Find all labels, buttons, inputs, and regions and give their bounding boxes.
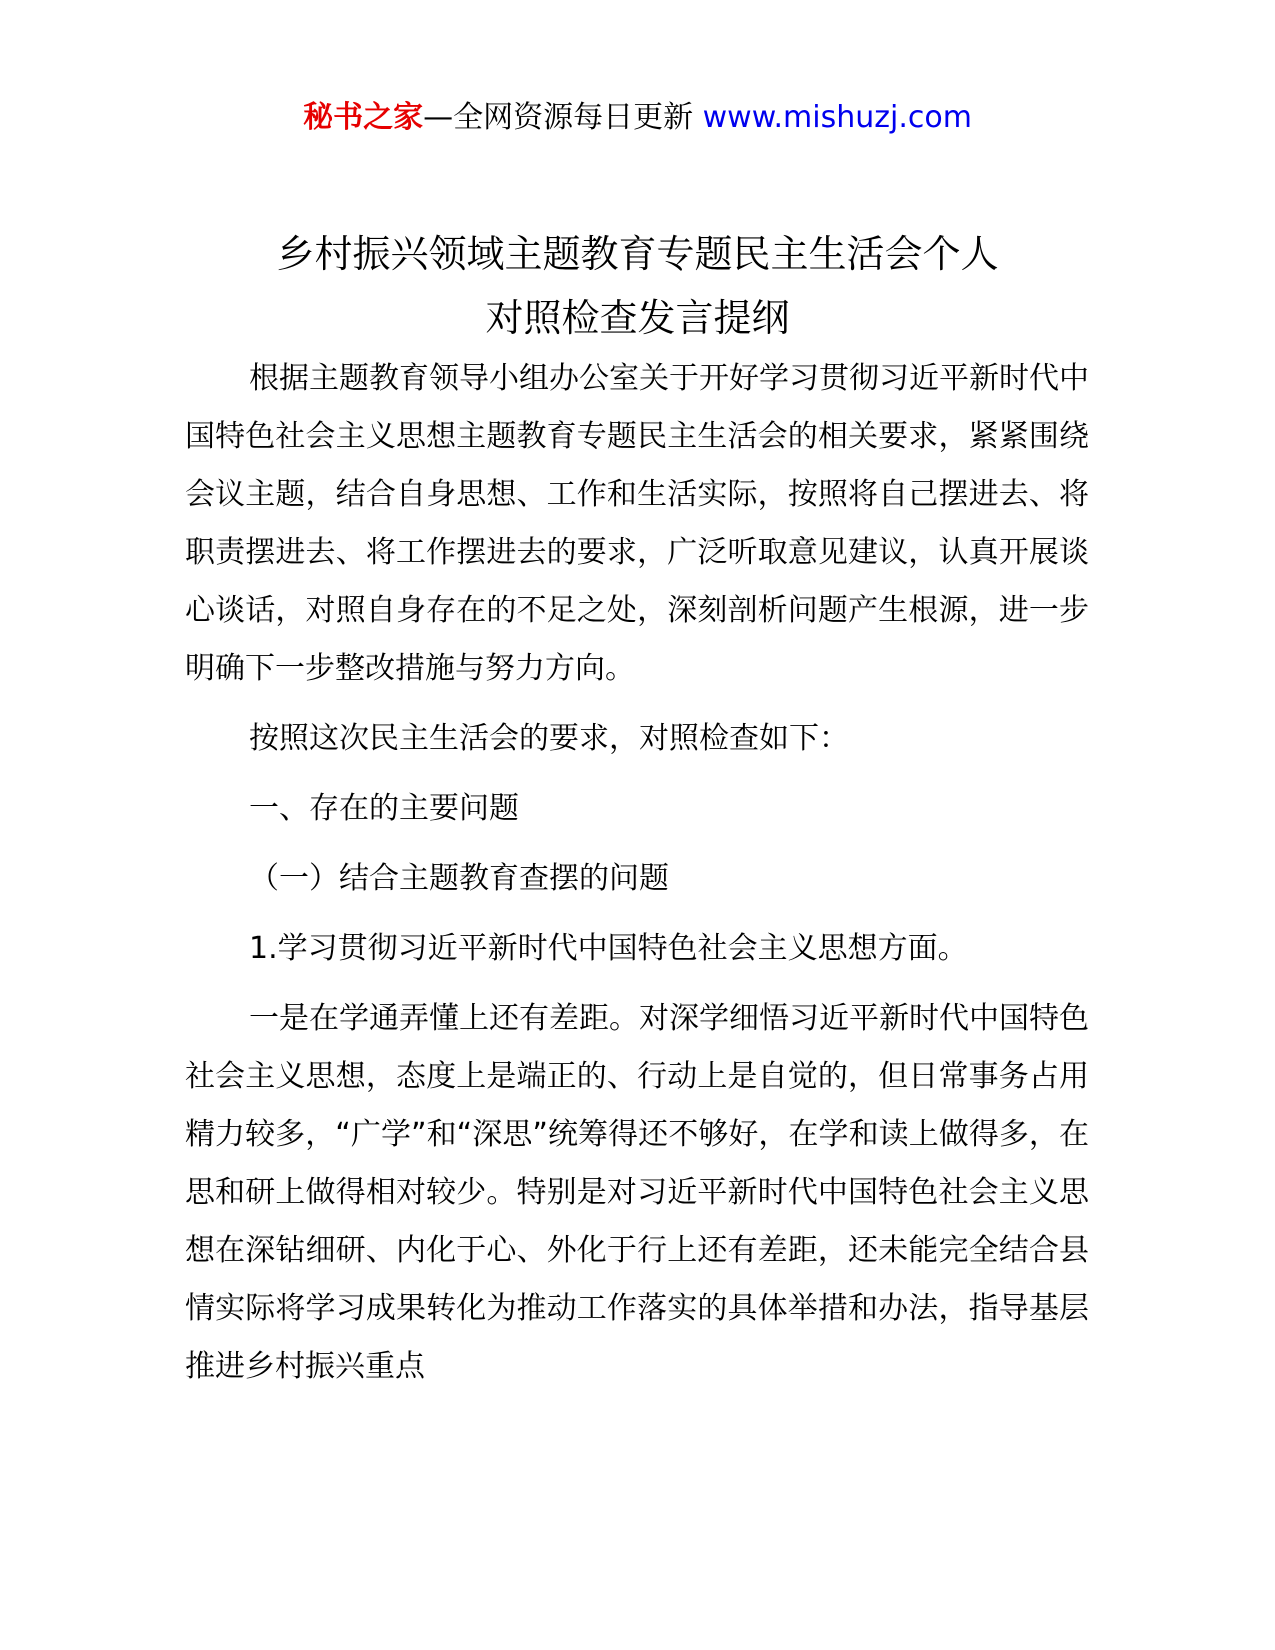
title-line-2: 对照检查发言提纲 xyxy=(485,296,790,340)
title-line-1: 乡村振兴领域主题教育专题民主生活会个人 xyxy=(276,232,999,276)
site-tagline: —全网资源每日更新 xyxy=(423,100,703,135)
paragraph-point-1: 一是在学通弄懂上还有差距。对深学细悟习近平新时代中国特色社会主义思想，态度上是端正的、行动上是自觉的，但日常事务占用精力较多，“广学”和“深思”统筹得还不够好，在学和读上做得多，在思和研上做得相对较少。特别是对习近平新时代中国特色社会主义思想在深钻细研、内化于心、外化于行上还有差距，还未能完全结合县情实际将学习成果转化为推动工作落实的具体举措和办法，指导基层推进乡村振兴重点 xyxy=(185,1001,1089,1384)
item-heading-1: 1.学习贯彻习近平新时代中国特色社会主义思想方面。 xyxy=(249,931,968,966)
paragraph-check-intro: 按照这次民主生活会的要求，对照检查如下： xyxy=(249,721,849,756)
site-header xyxy=(0,96,1275,140)
section-heading-1: 一、存在的主要问题 xyxy=(249,791,519,826)
document-title xyxy=(0,222,1275,350)
site-brand: 秘书之家 xyxy=(303,100,424,135)
site-url-link[interactable]: www.mishuzj.com xyxy=(702,100,972,135)
subsection-heading-1: （一）结合主题教育查摆的问题 xyxy=(249,861,669,896)
document-body xyxy=(185,350,1089,1396)
paragraph-intro: 根据主题教育领导小组办公室关于开好学习贯彻习近平新时代中国特色社会主义思想主题教育专题民主生活会的相关要求，紧紧围绕会议主题，结合自身思想、工作和生活实际，按照将自己摆进去、将职责摆进去、将工作摆进去的要求，广泛听取意见建议，认真开展谈心谈话，对照自身存在的不足之处，深刻剖析问题产生根源，进一步明确下一步整改措施与努力方向。 xyxy=(185,361,1089,686)
